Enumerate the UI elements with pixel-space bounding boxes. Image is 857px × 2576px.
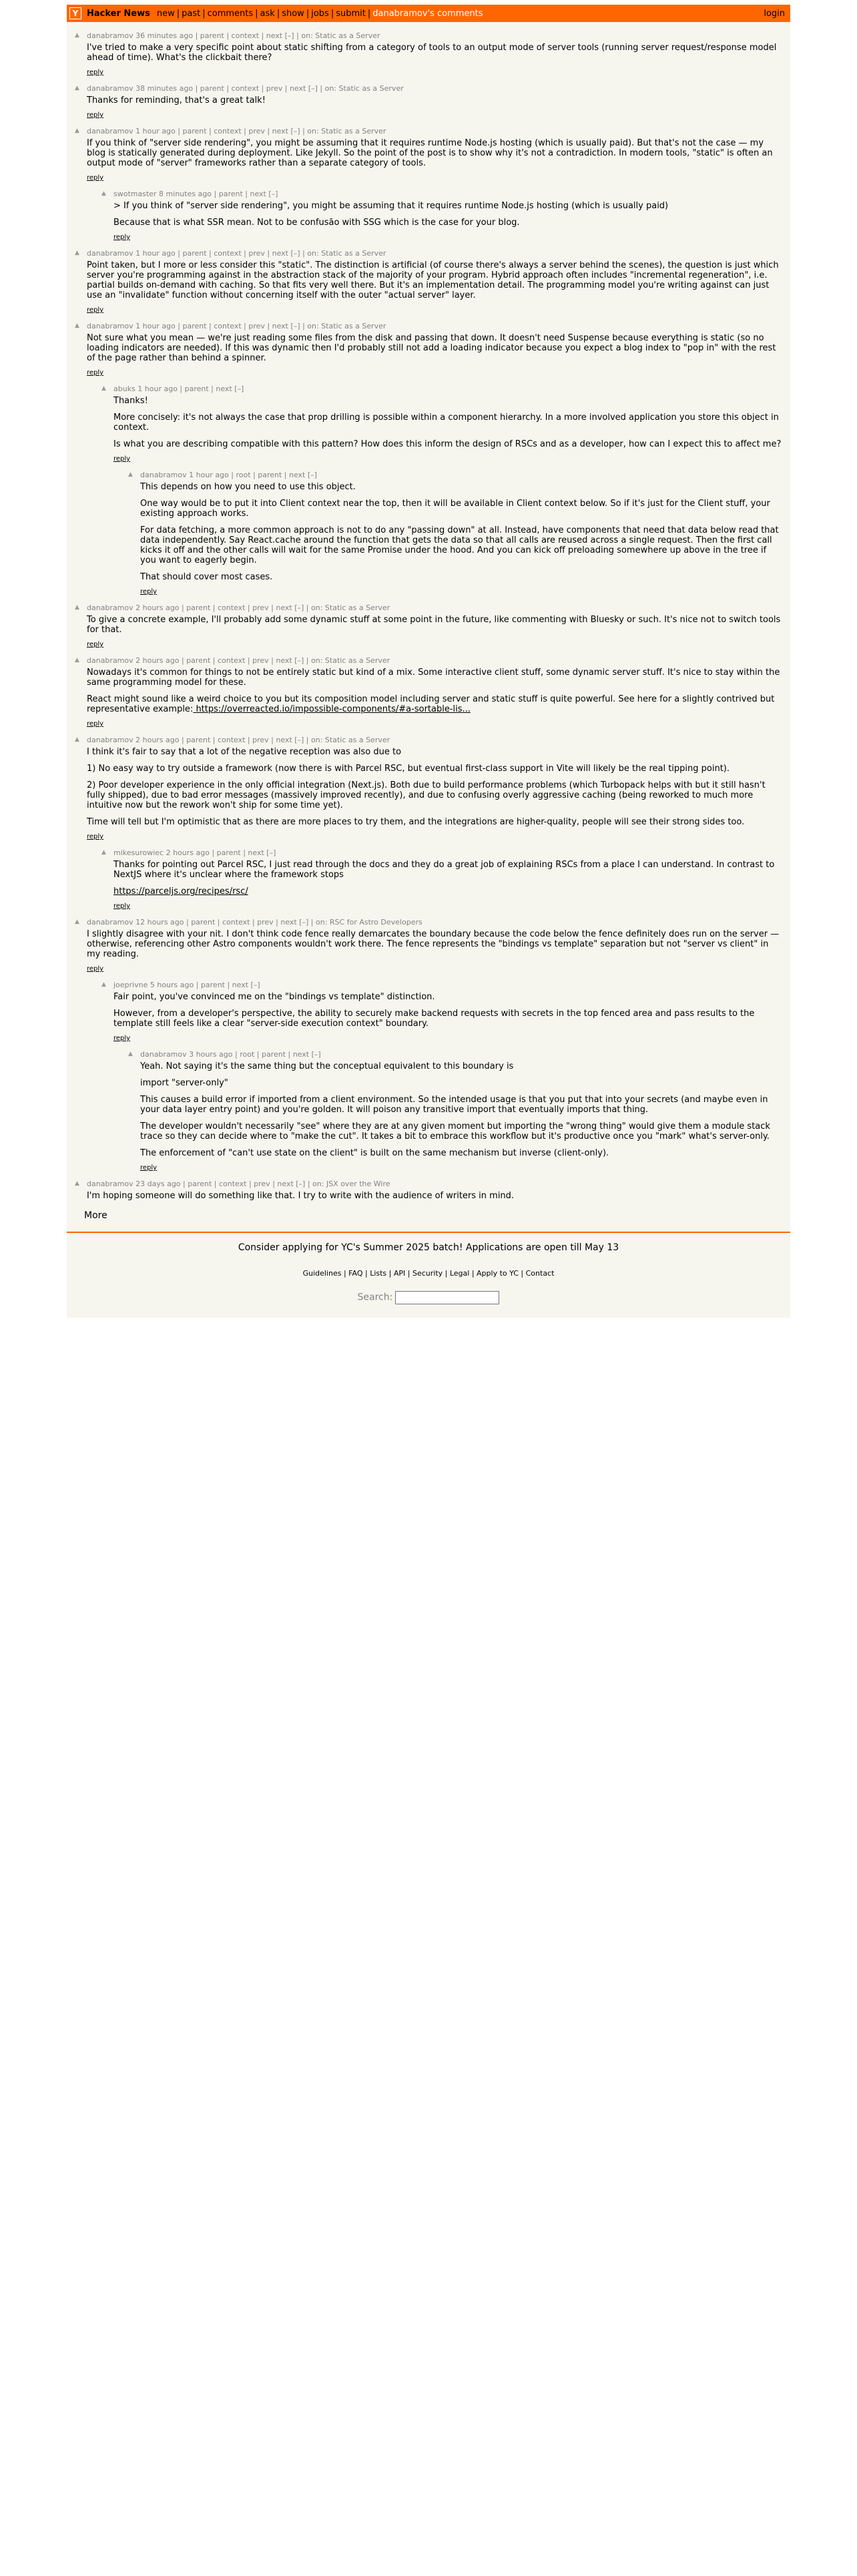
upvote-arrow-icon[interactable]: ▲ xyxy=(128,1051,133,1057)
comment-text: Thanks for pointing out Parcel RSC, I just read through the docs and they do a great job of explaining RSCs from a place I can understand. In contrast to NextJS where it's unclear where the framework stops https://parceljs.org/recipes/rsc/ xyxy=(113,860,775,896)
footer-separator: | xyxy=(469,1269,477,1278)
footer-links xyxy=(67,1269,790,1278)
comment-meta[interactable]: danabramov 1 hour ago | root | parent | next [–] xyxy=(140,471,317,479)
footer-link[interactable]: Guidelines xyxy=(302,1269,342,1278)
comment-text: If you think of "server side rendering", you might be assuming that it requires runtime Node.js hosting (which is usually paid). But that's not the case — my blog is statically generated during deployment. Like Jekyll. So the point of the post is to show why it's not a contradiction. In modern tools, "static" is often an output mode of "server" frameworks rather than a separate category of tools. xyxy=(87,138,773,168)
nav-past[interactable]: past xyxy=(182,8,201,19)
reply-link[interactable]: reply xyxy=(113,1035,131,1042)
reply-link[interactable]: reply xyxy=(87,641,104,648)
upvote-arrow-icon[interactable]: ▲ xyxy=(75,604,79,611)
login-link[interactable]: login xyxy=(764,8,785,19)
reply-link[interactable]: reply xyxy=(113,455,131,463)
comment-text: Nowadays it's common for things to not be entirely static but kind of a mix. Some interactive client stuff, some dynamic server stuff. It's nice to stay within the same programming model for these. React might sound like a weird choice to you but its composition model including server and static stuff is quite powerful. See here for a slightly contrived but representative example: https://overreacted.io/impossible-components/#a-sortable-lis... xyxy=(87,668,780,714)
upvote-arrow-icon[interactable]: ▲ xyxy=(128,471,133,478)
comment-meta[interactable]: danabramov 1 hour ago | parent | context | prev | next [–] | on: Static as a Server xyxy=(87,322,386,330)
comment xyxy=(67,249,790,315)
footer-separator: | xyxy=(405,1269,412,1278)
footer-link[interactable]: Contact xyxy=(525,1269,555,1278)
comment-link[interactable]: https://overreacted.io/impossible-components/#a-sortable-lis... xyxy=(193,704,471,714)
nav-show[interactable]: show xyxy=(282,8,304,19)
nav-separator: | xyxy=(202,8,206,19)
comment xyxy=(67,918,790,974)
more-link[interactable]: More xyxy=(84,1210,107,1221)
reply-link[interactable]: reply xyxy=(87,306,104,314)
upvote-arrow-icon[interactable]: ▲ xyxy=(75,919,79,925)
comment-meta[interactable]: danabramov 1 hour ago | parent | context | prev | next [–] | on: Static as a Server xyxy=(87,127,386,136)
comment-meta[interactable]: swotmaster 8 minutes ago | parent | next [–] xyxy=(113,190,278,198)
comment xyxy=(67,322,790,378)
reply-link[interactable]: reply xyxy=(140,1164,158,1172)
nav-jobs[interactable]: jobs xyxy=(311,8,329,19)
footer-separator: | xyxy=(386,1269,394,1278)
comment-text: I'm hoping someone will do something like that. I try to write with the audience of writers in mind. xyxy=(87,1191,515,1201)
comment xyxy=(67,127,790,183)
footer xyxy=(67,1232,790,1318)
comment-text: Thanks! More concisely: it's not always the case that prop drilling is possible within a component hierarchy. In a more involved application you store this object in context. Is what you are describing compatible with this pattern? How does this inform the design of RSCs and as a developer, how can I expect this to affect me? xyxy=(113,396,782,449)
reply-link[interactable]: reply xyxy=(87,69,104,76)
footer-separator: | xyxy=(362,1269,370,1278)
nav-submit[interactable]: submit xyxy=(336,8,366,19)
nav-comments[interactable]: comments xyxy=(207,8,254,19)
comment-text: > If you think of "server side rendering", you might be assuming that it requires runtime Node.js hosting (which is usually paid) Because that is what SSR mean. Not to be confusão with SSG which is the case for your blog. xyxy=(113,201,669,228)
comment-meta[interactable]: danabramov 3 hours ago | root | parent | next [–] xyxy=(140,1050,321,1059)
upvote-arrow-icon[interactable]: ▲ xyxy=(75,250,79,256)
upvote-arrow-icon[interactable]: ▲ xyxy=(75,736,79,743)
footer-link[interactable]: API xyxy=(393,1269,406,1278)
reply-link[interactable]: reply xyxy=(87,369,104,376)
comment xyxy=(67,384,790,464)
comment-text: Yeah. Not saying it's the same thing but the conceptual equivalent to this boundary is import "server-only" This causes a build error if imported from a client environment. So the intended usage is that you put that into your secrets (and maybe even in your data layer entry point) and you're golden. It will poison any transitive import that eventually imports that thing. The developer wouldn't necessarily "see" where they are at any given moment but importing the "wrong thing" would give them a module stack trace so they can decide where to "make the cut". It takes a bit to embrace this workflow but it's productive once you "mark" what's server-only. The enforcement of "can't use state on the client" is built on the same mechanism but inverse (client-only). xyxy=(140,1061,770,1158)
comment-meta[interactable]: danabramov 2 hours ago | parent | context | prev | next [–] | on: Static as a Server xyxy=(87,736,390,744)
footer-link[interactable]: Lists xyxy=(370,1269,387,1278)
search-input[interactable] xyxy=(395,1291,499,1304)
upvote-arrow-icon[interactable]: ▲ xyxy=(75,657,79,664)
header-bar xyxy=(67,5,790,22)
footer-link[interactable]: Apply to YC xyxy=(477,1269,519,1278)
comment-text: Not sure what you mean — we're just reading some files from the disk and passing that down. It doesn't need Suspense because everything is static (so no loading indicators are needed). If this was dynamic then I'd probably still not add a loading indicator because you expect a blog index to "pop in" with the rest of the page rather than behind a spinner. xyxy=(87,333,776,363)
comment xyxy=(67,1050,790,1173)
footer-link[interactable]: FAQ xyxy=(348,1269,363,1278)
reply-link[interactable]: reply xyxy=(87,720,104,728)
comment xyxy=(67,1180,790,1201)
reply-link[interactable]: reply xyxy=(87,965,104,973)
upvote-arrow-icon[interactable]: ▲ xyxy=(75,127,79,134)
comment xyxy=(67,981,790,1043)
comment-text: This depends on how you need to use this object. One way would be to put it into Client context near the top, then it will be available in Client context below. So if it's just for the Client stuff, your existing approach works. For data fetching, a more common approach is not to do any "passing down" at all. Instead, have components that need that data below read that data independently. Say React.cache around the function that gets the data so that all calls are reused across a single request. Then the first call kicks it off and the other calls will wait for the same Promise under the hood. And you can kick off preloading somewhere up above in the tree if you want to eagerly begin. That should cover most cases. xyxy=(140,482,779,582)
comment xyxy=(67,736,790,842)
comment-text: Thanks for reminding, that's a great talk! xyxy=(87,95,266,105)
comment-text: To give a concrete example, I'll probably add some dynamic stuff at some point in the future, like commenting with Bluesky or such. It's nice not to switch tools for that. xyxy=(87,615,781,635)
yc-apply-banner[interactable]: Consider applying for YC's Summer 2025 batch! Applications are open till May 13 xyxy=(238,1242,619,1253)
upvote-arrow-icon[interactable]: ▲ xyxy=(101,849,106,856)
comment-meta[interactable]: danabramov 36 minutes ago | parent | context | next [–] | on: Static as a Server xyxy=(87,31,380,40)
comment-text: Fair point, you've convinced me on the "bindings vs template" distinction. However, from a developer's perspective, the ability to securely make backend requests with secrets in the top fenced area and pass results to the template still feels like a clear "server-side execution context" boundary. xyxy=(113,992,755,1029)
comment xyxy=(67,84,790,120)
upvote-arrow-icon[interactable]: ▲ xyxy=(75,322,79,329)
comment-meta[interactable]: danabramov 2 hours ago | parent | context | prev | next [–] | on: Static as a Server xyxy=(87,603,390,612)
reply-link[interactable]: reply xyxy=(87,111,104,119)
comment-meta[interactable]: mikesurowiec 2 hours ago | parent | next [–] xyxy=(113,848,276,857)
comment-meta[interactable]: danabramov 12 hours ago | parent | context | prev | next [–] | on: RSC for Astro Developers xyxy=(87,918,422,927)
comment xyxy=(67,656,790,729)
comment-text: I think it's fair to say that a lot of the negative reception was also due to 1) No easy way to try outside a framework (now there is with Parcel RSC, but eventual first-class support in Vite will likely be the real tipping point). 2) Poor developer experience in the only official integration (Next.js). Both due to build performance problems (which Turbopack helps with but it still hasn't fully shipped), due to bad error messages (massively improved recently), and due to confusing overly aggressive caching (being reworked to much more intuitive now but the rework won't ship for some time yet). Time will tell but I'm optimistic that as there are more places to try them, and the integrations are higher-quality, people will see their strong sides too. xyxy=(87,747,766,827)
comment-meta[interactable]: joeprivne 5 hours ago | parent | next [–] xyxy=(113,981,260,989)
footer-separator: | xyxy=(443,1269,450,1278)
search-area xyxy=(67,1291,790,1304)
upvote-arrow-icon[interactable]: ▲ xyxy=(101,385,106,392)
comment-meta[interactable]: abuks 1 hour ago | parent | next [–] xyxy=(113,384,244,393)
search-label: Search: xyxy=(357,1292,393,1303)
nav-ask[interactable]: ask xyxy=(260,8,275,19)
reply-link[interactable]: reply xyxy=(113,903,131,910)
upvote-arrow-icon[interactable]: ▲ xyxy=(101,190,106,197)
nav-current-page[interactable]: danabramov's comments xyxy=(372,8,483,19)
comment-text: Point taken, but I more or less consider this "static". The distinction is artificial (of course there's always a server behind the scenes), the question is just which server you're programming against in the abstraction stack of the majority of your program. Hybrid approach often includes "incremental regeneration", i.e. partial builds on-demand with caching. So that fits very well there. But it's an implementation detail. The programming model you're writing against can just use an "invalidate" function without concerning itself with the outer "actual server" layer. xyxy=(87,260,779,300)
comment-meta[interactable]: danabramov 1 hour ago | parent | context | prev | next [–] | on: Static as a Server xyxy=(87,249,386,258)
nav-separator: | xyxy=(330,8,334,19)
comment xyxy=(67,848,790,911)
upvote-arrow-icon[interactable]: ▲ xyxy=(75,32,79,39)
nav-separator: | xyxy=(306,8,310,19)
reply-link[interactable]: reply xyxy=(87,833,104,840)
footer-separator: | xyxy=(518,1269,526,1278)
comment-link[interactable]: https://parceljs.org/recipes/rsc/ xyxy=(113,886,248,896)
page-container xyxy=(67,5,790,1318)
reply-link[interactable]: reply xyxy=(113,234,131,241)
comment-meta[interactable]: danabramov 38 minutes ago | parent | context | prev | next [–] | on: Static as a Server xyxy=(87,84,404,93)
reply-link[interactable]: reply xyxy=(87,174,104,182)
nav-new[interactable]: new xyxy=(156,8,175,19)
upvote-arrow-icon[interactable]: ▲ xyxy=(75,85,79,91)
comment-text: I slightly disagree with your nit. I don't think code fence really demarcates the boundary because the code below the fence definitely does run on the server — otherwise, referencing other Astro components wouldn't work there. The fence represents the "bindings vs template" separation but not "server vs client" in my reading. xyxy=(87,929,780,959)
comment xyxy=(67,603,790,650)
reply-link[interactable]: reply xyxy=(140,588,158,595)
nav-separator: | xyxy=(255,8,258,19)
footer-link[interactable]: Legal xyxy=(449,1269,470,1278)
footer-link[interactable]: Security xyxy=(412,1269,443,1278)
site-name-link[interactable]: Hacker News xyxy=(87,8,150,19)
nav-separator: | xyxy=(176,8,180,19)
comment-list xyxy=(67,22,790,1201)
comment-text: I've tried to make a very specific point about static shifting from a category of tools to an output mode of server tools (running server request/response model ahead of time). What's the clickbait there? xyxy=(87,43,777,63)
nav-separator: | xyxy=(276,8,280,19)
upvote-arrow-icon[interactable]: ▲ xyxy=(75,1180,79,1187)
comment xyxy=(67,471,790,597)
y-logo-icon[interactable]: Y xyxy=(69,7,81,19)
nav-separator: | xyxy=(367,8,371,19)
comment-meta[interactable]: danabramov 2 hours ago | parent | context | prev | next [–] | on: Static as a Server xyxy=(87,656,390,665)
upvote-arrow-icon[interactable]: ▲ xyxy=(101,981,106,988)
comment xyxy=(67,190,790,242)
comment xyxy=(67,31,790,77)
footer-separator: | xyxy=(341,1269,349,1278)
comment-meta[interactable]: danabramov 23 days ago | parent | context | prev | next [–] | on: JSX over the Wire xyxy=(87,1180,390,1188)
